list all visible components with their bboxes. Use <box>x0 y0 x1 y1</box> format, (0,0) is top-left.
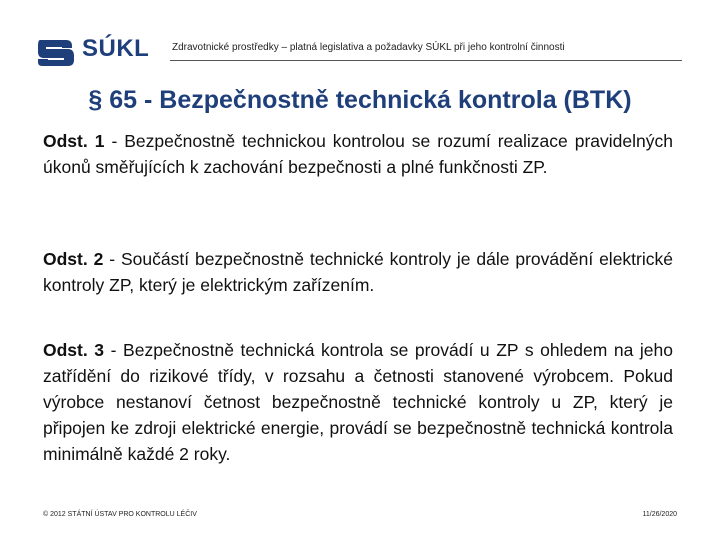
paragraph-odst-2 <box>43 246 673 298</box>
sukl-logo <box>36 34 166 68</box>
logo-text: SÚKL <box>82 35 150 62</box>
sukl-logo-icon <box>36 34 76 68</box>
paragraph-lead: Odst. 3 <box>43 340 105 360</box>
paragraph-odst-1 <box>43 128 673 180</box>
paragraph-odst-3 <box>43 337 673 467</box>
paragraph-text: - Součástí bezpečnostně technické kontroly je dále provádění elektrické kontroly ZP, který je elektrickým zařízením. <box>43 249 673 295</box>
header-divider <box>170 60 682 61</box>
paragraph-text: - Bezpečnostně technická kontrola se provádí u ZP s ohledem na jeho zatřídění do rizikové třídy, v rozsahu a četnosti stanovené výrobcem. Pokud výrobce nestanoví četnost bezpečnostně technické kontroly u ZP, který je připojen ke zdroji elektrické energie, provádí se bezpečnostně technická kontrola minimálně každé 2 roky. <box>43 340 673 464</box>
footer-copyright: © 2012 STÁTNÍ ÚSTAV PRO KONTROLU LÉČIV <box>43 511 197 518</box>
footer-date: 11/26/2020 <box>642 511 677 518</box>
paragraph-lead: Odst. 2 <box>43 249 104 269</box>
paragraph-text: - Bezpečnostně technickou kontrolou se rozumí realizace pravidelných úkonů směřujících k zachování bezpečnosti a plné funkčnosti ZP. <box>43 131 673 177</box>
page-title: § 65 - Bezpečnostně technická kontrola (BTK) <box>88 86 632 114</box>
header-subtitle: Zdravotnické prostředky – platná legislativa a požadavky SÚKL při jeho kontrolní činnosti <box>172 42 565 53</box>
paragraph-lead: Odst. 1 <box>43 131 105 151</box>
